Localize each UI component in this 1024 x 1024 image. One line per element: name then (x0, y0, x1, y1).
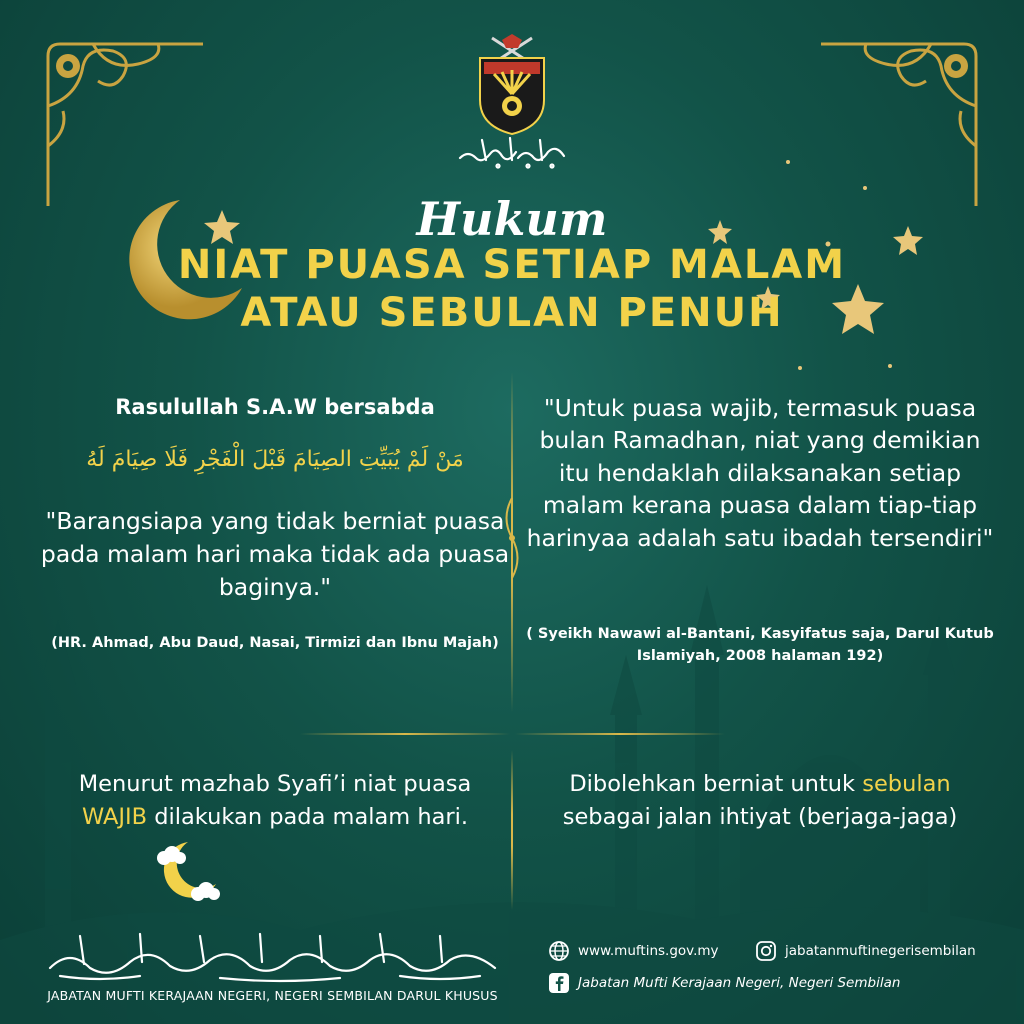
organization-name: JABATAN MUFTI KERAJAAN NEGERI, NEGERI SEMBILAN DARUL KHUSUS (47, 988, 498, 1003)
facebook-icon (548, 972, 570, 994)
horizontal-divider-right (515, 733, 725, 735)
hadith-heading: Rasulullah S.A.W bersabda (115, 395, 435, 419)
vertical-divider-bottom (511, 750, 513, 910)
sebulan-statement (535, 768, 985, 833)
highlight-wajib: WAJIB (81, 803, 148, 830)
facebook-page-name: Jabatan Mufti Kerajaan Negeri, Negeri Sembilan (578, 975, 901, 991)
globe-icon (548, 940, 570, 962)
hadith-translation: "Barangsiapa yang tidak berniat puasa pada malam hari maka tidak ada puasa baginya." (40, 507, 510, 601)
mazhab-syafii-statement (60, 768, 490, 833)
website-link[interactable] (548, 940, 719, 962)
statement-text: Dibolehkan berniat untuk (569, 771, 863, 797)
instagram-link[interactable] (755, 940, 976, 962)
statement-text: dilakukan pada malam hari. (147, 803, 469, 830)
hadith-reference: (HR. Ahmad, Abu Daud, Nasai, Tirmizi dan Ibnu Majah) (51, 635, 499, 651)
instagram-icon (755, 940, 777, 962)
statement-text: Menurut mazhab Syafi’i niat puasa (78, 771, 472, 797)
title-line-2: ATAU SEBULAN PENUH (240, 290, 784, 336)
highlight-sebulan: sebulan (862, 771, 951, 797)
horizontal-divider-left (300, 733, 510, 735)
title-hukum: Hukum (416, 192, 608, 246)
website-text: www.muftins.gov.my (578, 943, 719, 959)
scholar-reference: ( Syeikh Nawawi al-Bantani, Kasyifatus saja, Darul Kutub Islamiyah, 2008 halaman 192) (526, 626, 994, 664)
scholar-quote: "Untuk puasa wajib, termasuk puasa bulan Ramadhan, niat yang demikian itu hendaklah dilaksanakan setiap malam kerana puasa dalam tiap-tiap harinyaa adalah satu ibadah tersendiri" (526, 394, 994, 552)
title-line-1: NIAT PUASA SETIAP MALAM (177, 242, 847, 288)
jabatan-mufti-calligraphy-logo (40, 928, 505, 984)
statement-text: sebagai jalan ihtiyat (berjaga-jaga) (562, 803, 958, 830)
facebook-link[interactable] (548, 972, 900, 994)
crescent-cloud-icon (150, 836, 230, 906)
hadith-arabic-text: مَنْ لَمْ يُبَيِّتِ الصِيَامَ قَبْلَ الْفَجْرِ فَلَا صِيَامَ لَهُ (86, 447, 464, 472)
instagram-handle: jabatanmuftinegerisembilan (785, 943, 976, 959)
